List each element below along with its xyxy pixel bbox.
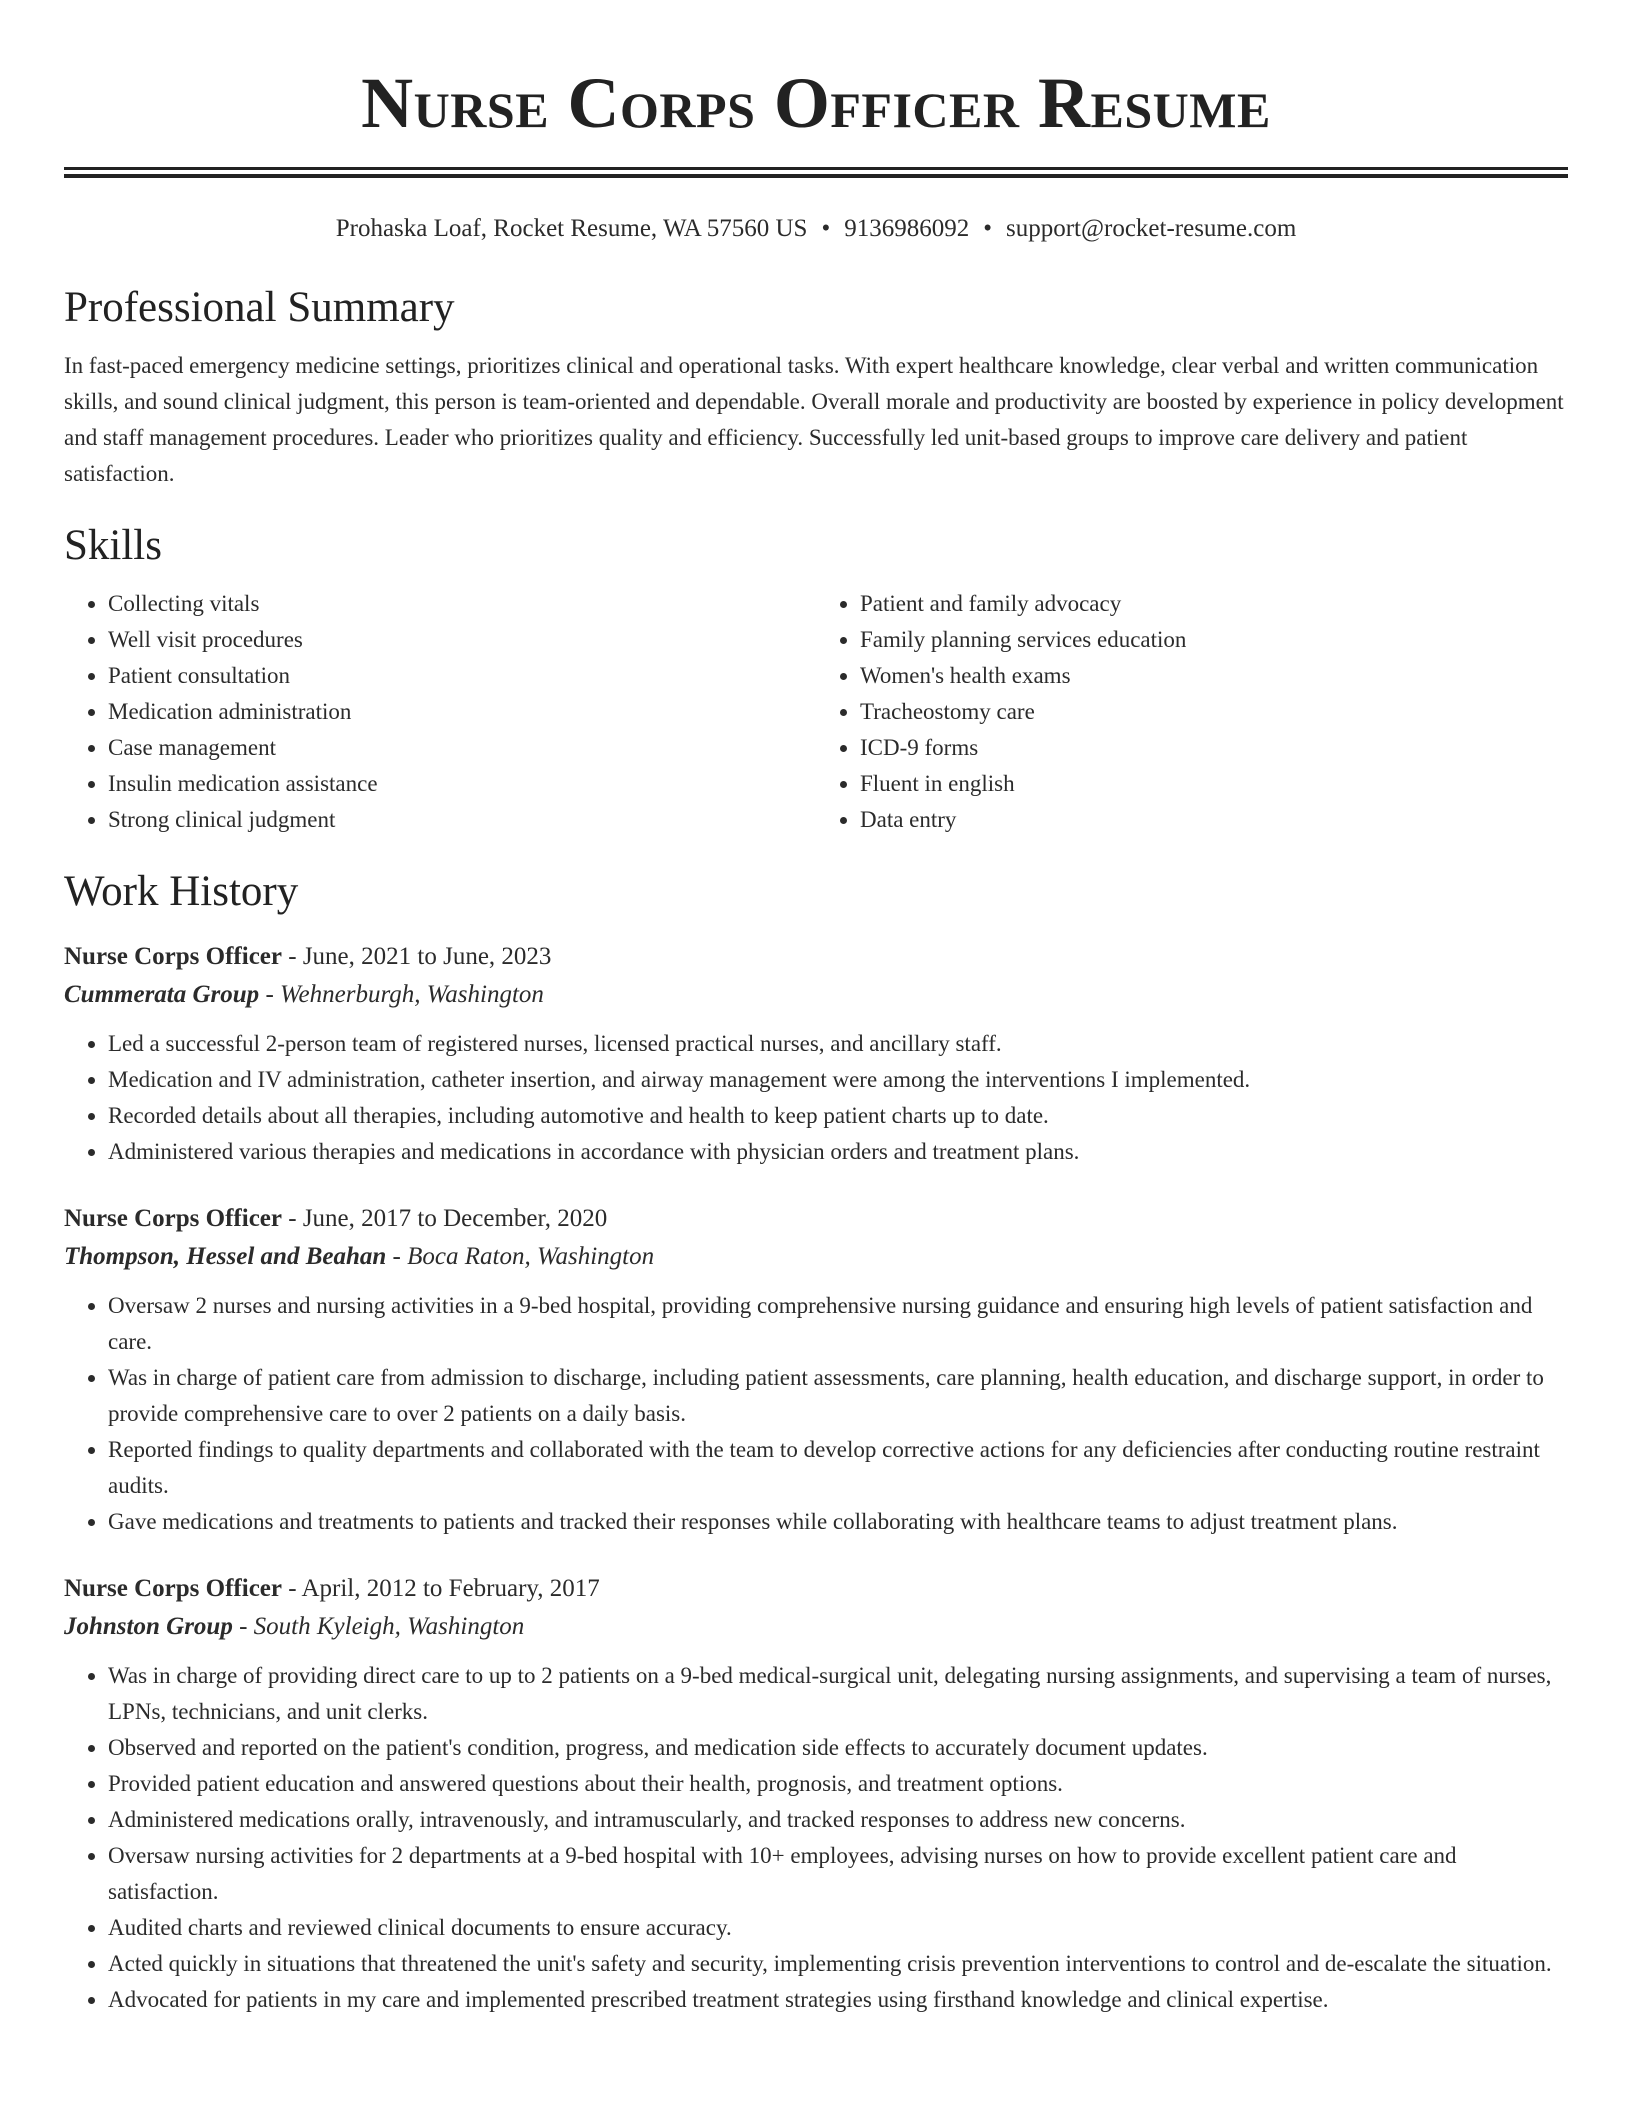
job-entry [64,1200,1568,1540]
job-title-line [64,938,1568,976]
job-company: Johnston Group [64,1613,233,1640]
skill-item: • Family planning services education [860,622,1568,658]
contact-separator: • [983,215,992,242]
job-bullet: • Medication and IV administration, catheter insertion, and airway management were among the interventions I implemented. [108,1062,1568,1098]
skill-item: • Patient and family advocacy [860,586,1568,622]
job-company: Thompson, Hessel and Beahan [64,1243,387,1270]
job-bullet: • Recorded details about all therapies, including automotive and health to keep patient charts up to date. [108,1098,1568,1134]
title-divider-thin [64,174,1568,178]
skill-item: • Women's health exams [860,658,1568,694]
summary-text: In fast-paced emergency medicine settings, prioritizes clinical and operational tasks. With expert healthcare knowledge, clear verbal and written communication skills, and sound clinical judgment, this person is team-oriented and dependable. Overall morale and productivity are boosted by experience in policy development and staff management procedures. Leader who prioritizes quality and efficiency. Successfully led unit-based groups to improve care delivery and patient satisfaction. [64,353,1564,486]
skill-item: • Strong clinical judgment [108,802,816,838]
skill-item: • Tracheostomy care [860,694,1568,730]
contact-address: Prohaska Loaf, Rocket Resume, WA 57560 US [335,215,808,242]
job-bullet: • Audited charts and reviewed clinical documents to ensure accuracy. [108,1910,1568,1946]
job-bullet: • Observed and reported on the patient's condition, progress, and medication side effects to accurately document updates. [108,1730,1568,1766]
skill-item: • Patient consultation [108,658,816,694]
job-dates: - June, 2021 to June, 2023 [282,943,552,970]
job-bullet: • Was in charge of patient care from admission to discharge, including patient assessments, care planning, health education, and discharge support, in order to provide comprehensive care to over 2 patients on a daily basis. [108,1360,1568,1432]
job-bullet: • Oversaw 2 nurses and nursing activities in a 9-bed hospital, providing comprehensive nursing guidance and ensuring high levels of patient satisfaction and care. [108,1288,1568,1360]
skill-item: • ICD-9 forms [860,730,1568,766]
job-bullets [64,1288,1568,1540]
skills-column-left [64,586,816,838]
skills-column-right [816,586,1568,838]
skill-item: • Medication administration [108,694,816,730]
job-title-line [64,1570,1568,1608]
job-role: Nurse Corps Officer [64,1575,282,1602]
skills-list [64,586,1568,838]
job-title-line [64,1200,1568,1238]
skills-heading: Skills [64,522,162,569]
skill-item: • Case management [108,730,816,766]
job-dates: - June, 2017 to December, 2020 [282,1205,608,1232]
job-location: - South Kyleigh, Washington [232,1613,525,1640]
job-bullet: • Led a successful 2-person team of registered nurses, licensed practical nurses, and ancillary staff. [108,1026,1568,1062]
job-location: - Boca Raton, Washington [386,1243,655,1270]
job-bullet: • Reported findings to quality departments and collaborated with the team to develop corrective actions for any deficiencies after conducting routine restraint audits. [108,1432,1568,1504]
job-role: Nurse Corps Officer [64,1205,282,1232]
skill-item: • Insulin medication assistance [108,766,816,802]
contact-separator: • [821,215,831,242]
job-bullet: • Oversaw nursing activities for 2 departments at a 9-bed hospital with 10+ employees, advising nurses on how to provide excellent patient care and satisfaction. [108,1838,1568,1910]
skill-item: • Fluent in english [860,766,1568,802]
job-entry [64,938,1568,1170]
job-bullet: • Administered medications orally, intravenously, and intramuscularly, and tracked responses to address new concerns. [108,1802,1568,1838]
job-company-line [64,976,1568,1014]
job-bullets [64,1026,1568,1170]
skill-item: • Well visit procedures [108,622,816,658]
contact-phone: 9136986092 [844,215,970,242]
summary-heading: Professional Summary [64,284,455,331]
job-bullet: • Gave medications and treatments to patients and tracked their responses while collaborating with healthcare teams to adjust treatment plans. [108,1504,1568,1540]
work-history-heading: Work History [64,868,299,915]
job-company-line [64,1238,1568,1276]
job-bullet: • Administered various therapies and medications in accordance with physician orders and treatment plans. [108,1134,1568,1170]
job-company: Cummerata Group [64,981,260,1008]
job-bullet: • Provided patient education and answered questions about their health, prognosis, and treatment options. [108,1766,1568,1802]
job-location: - Wehnerburgh, Washington [259,981,544,1008]
job-bullets [64,1658,1568,2018]
skill-item: • Collecting vitals [108,586,816,622]
job-dates: - April, 2012 to February, 2017 [282,1575,600,1602]
contact-line [64,212,1568,246]
job-bullet: • Was in charge of providing direct care to up to 2 patients on a 9-bed medical-surgical unit, delegating nursing assignments, and supervising a team of nurses, LPNs, technicians, and unit clerks. [108,1658,1568,1730]
job-bullet: • Advocated for patients in my care and implemented prescribed treatment strategies using firsthand knowledge and clinical expertise. [108,1982,1568,2018]
job-company-line [64,1608,1568,1646]
job-bullet: • Acted quickly in situations that threatened the unit's safety and security, implementing crisis prevention interventions to control and de-escalate the situation. [108,1946,1568,1982]
resume-title: Nurse Corps Officer Resume [361,63,1271,143]
contact-email: support@rocket-resume.com [1005,215,1297,242]
job-role: Nurse Corps Officer [64,943,282,970]
title-divider-thick [64,167,1568,170]
job-entry [64,1570,1568,2018]
skill-item: • Data entry [860,802,1568,838]
